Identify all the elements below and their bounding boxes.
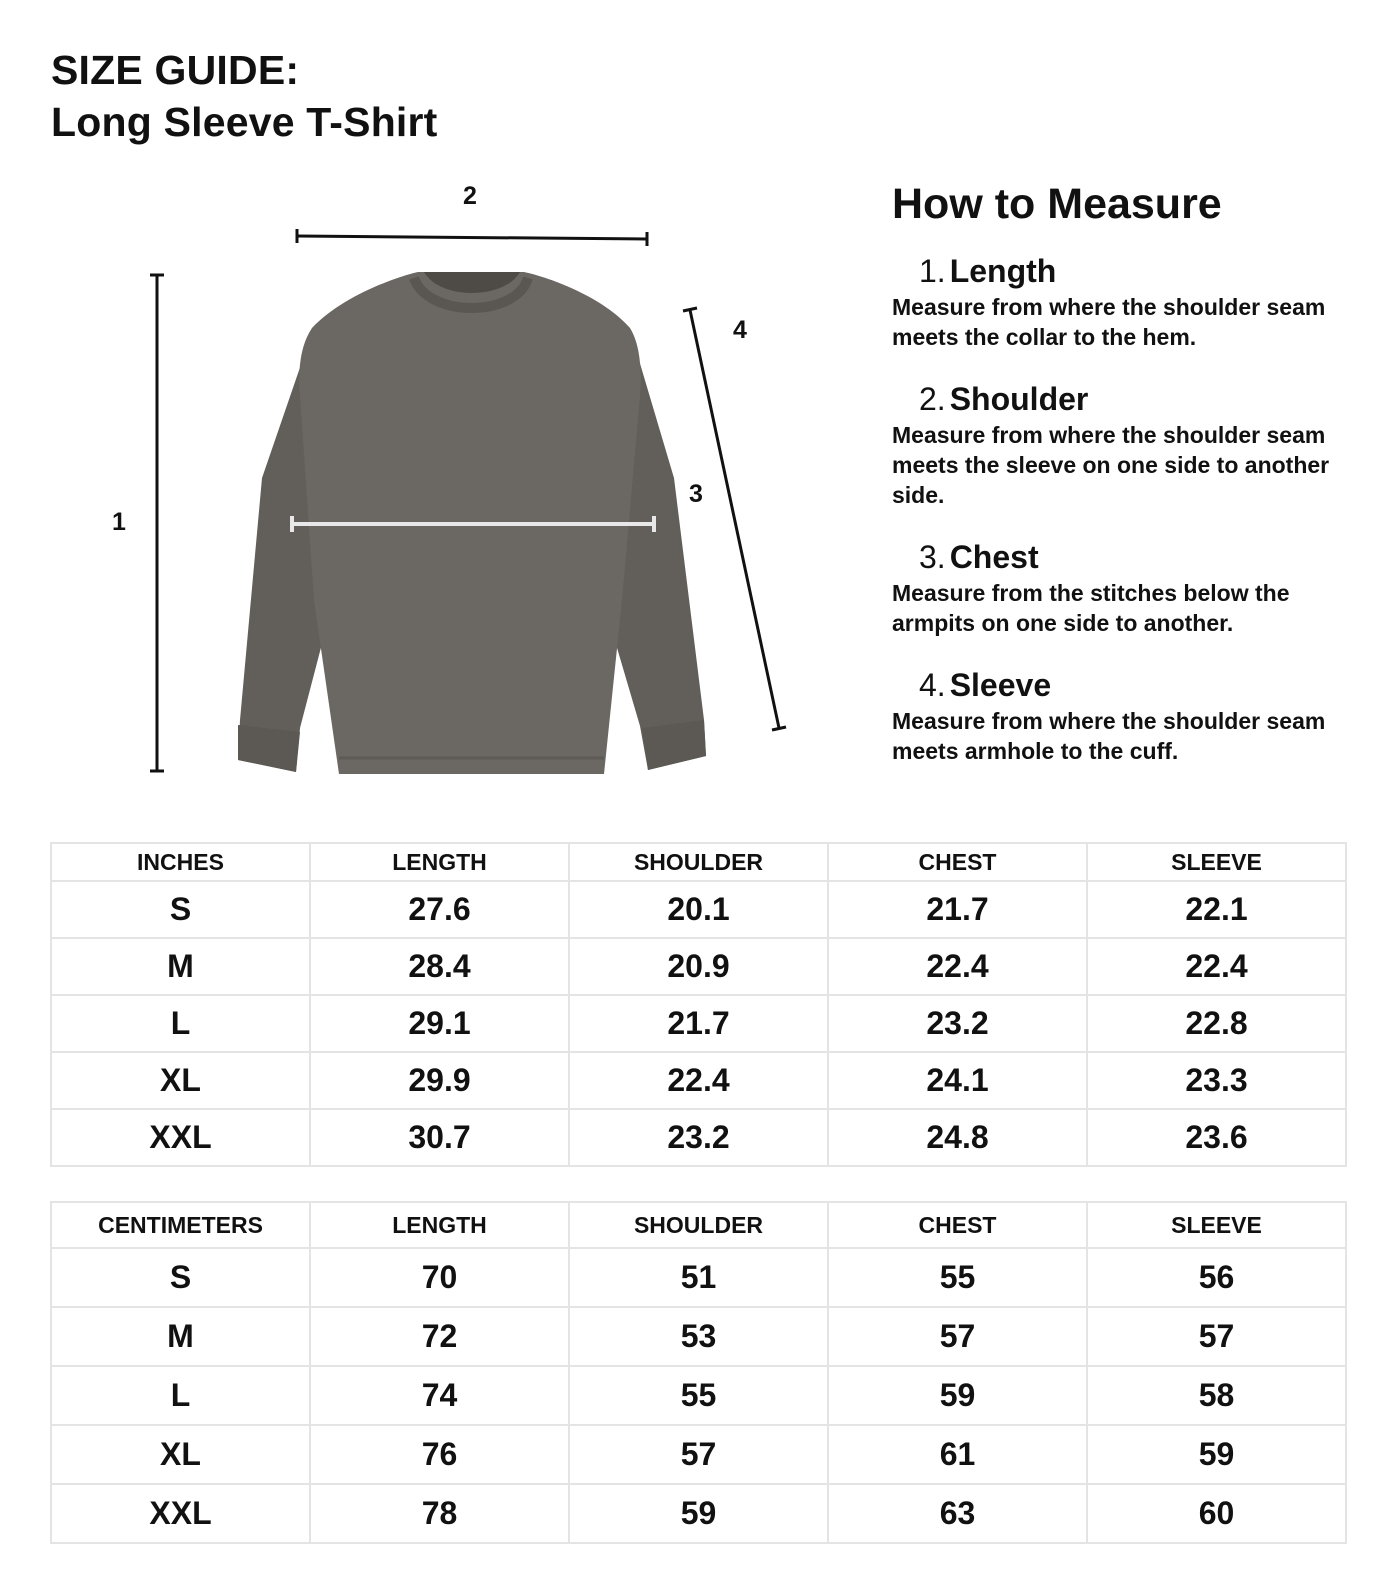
value-cell: 22.4 [1087,938,1346,995]
value-cell: 59 [828,1366,1087,1425]
value-cell: 58 [1087,1366,1346,1425]
table-row [51,1052,1346,1109]
table-row [51,1484,1346,1543]
table-row [51,995,1346,1052]
step-name: Sleeve [949,667,1052,703]
column-header: LENGTH [310,1202,569,1248]
value-cell: 22.4 [569,1052,828,1109]
value-cell: 23.3 [1087,1052,1346,1109]
how-to-measure-section [892,178,1372,794]
left-cuff [238,725,300,772]
step-description: Measure from where the shoulder seam meets the collar to the hem. [892,294,1326,350]
value-cell: 27.6 [310,881,569,938]
value-cell: 28.4 [310,938,569,995]
step-description: Measure from where the shoulder seam meets the sleeve on one side to another side. [892,422,1330,508]
size-cell: M [51,1307,310,1366]
value-cell: 74 [310,1366,569,1425]
size-cell: XL [51,1052,310,1109]
value-cell: 23.6 [1087,1109,1346,1166]
value-cell: 53 [569,1307,828,1366]
value-cell: 59 [1087,1425,1346,1484]
value-cell: 78 [310,1484,569,1543]
value-cell: 24.8 [828,1109,1087,1166]
right-cuff [642,720,706,770]
sleeve-line [683,308,786,730]
step-number: 1. [919,253,946,289]
size-cell: S [51,1248,310,1307]
step-chest [892,538,1372,638]
column-header: SLEEVE [1087,1202,1346,1248]
column-header: SHOULDER [569,1202,828,1248]
step-number: 2. [919,381,946,417]
value-cell: 21.7 [828,881,1087,938]
column-header: CENTIMETERS [51,1202,310,1248]
value-cell: 51 [569,1248,828,1307]
table-row [51,1425,1346,1484]
step-description: Measure from the stitches below the armpits on one side to another. [892,580,1290,636]
step-shoulder [892,380,1372,510]
shoulder-line [297,229,647,246]
size-cell: S [51,881,310,938]
how-to-measure-title: How to Measure [892,180,1222,228]
column-header: SHOULDER [569,843,828,881]
value-cell: 61 [828,1425,1087,1484]
value-cell: 57 [1087,1307,1346,1366]
column-header: CHEST [828,843,1087,881]
chest-number: 3 [689,480,703,508]
table-header-row [51,843,1346,881]
table-header-row [51,1202,1346,1248]
table-row [51,938,1346,995]
value-cell: 55 [828,1248,1087,1307]
value-cell: 60 [1087,1484,1346,1543]
table-row [51,1307,1346,1366]
value-cell: 23.2 [569,1109,828,1166]
value-cell: 22.8 [1087,995,1346,1052]
shoulder-number: 2 [463,182,477,210]
size-cell: L [51,995,310,1052]
value-cell: 29.9 [310,1052,569,1109]
step-number: 3. [919,539,946,575]
table-row [51,1366,1346,1425]
size-cell: XL [51,1425,310,1484]
title-line-1: SIZE GUIDE: [51,47,300,93]
value-cell: 56 [1087,1248,1346,1307]
column-header: SLEEVE [1087,843,1346,881]
value-cell: 55 [569,1366,828,1425]
step-description: Measure from where the shoulder seam meets armhole to the cuff. [892,708,1326,764]
title-line-2: Long Sleeve T-Shirt [51,99,438,145]
value-cell: 57 [569,1425,828,1484]
column-header: LENGTH [310,843,569,881]
value-cell: 24.1 [828,1052,1087,1109]
value-cell: 59 [569,1484,828,1543]
inches-size-table [50,842,1347,1167]
length-line [150,275,164,771]
sleeve-number: 4 [733,316,747,344]
value-cell: 22.1 [1087,881,1346,938]
column-header: CHEST [828,1202,1087,1248]
centimeters-size-table [50,1201,1347,1544]
value-cell: 76 [310,1425,569,1484]
table-row [51,1109,1346,1166]
column-header: INCHES [51,843,310,881]
step-name: Shoulder [949,381,1089,417]
measurement-diagram [0,160,860,820]
value-cell: 30.7 [310,1109,569,1166]
value-cell: 22.4 [828,938,1087,995]
value-cell: 20.9 [569,938,828,995]
table-row [51,881,1346,938]
page-title [51,44,438,148]
value-cell: 72 [310,1307,569,1366]
step-length [892,252,1372,352]
step-name: Length [949,253,1057,289]
size-cell: XXL [51,1484,310,1543]
step-number: 4. [919,667,946,703]
shirt-illustration [0,160,860,820]
value-cell: 63 [828,1484,1087,1543]
value-cell: 70 [310,1248,569,1307]
size-cell: XXL [51,1109,310,1166]
table-row [51,1248,1346,1307]
size-cell: M [51,938,310,995]
length-number: 1 [112,508,126,536]
value-cell: 23.2 [828,995,1087,1052]
size-cell: L [51,1366,310,1425]
step-sleeve [892,666,1372,766]
value-cell: 57 [828,1307,1087,1366]
step-name: Chest [949,539,1039,575]
value-cell: 20.1 [569,881,828,938]
value-cell: 21.7 [569,995,828,1052]
value-cell: 29.1 [310,995,569,1052]
